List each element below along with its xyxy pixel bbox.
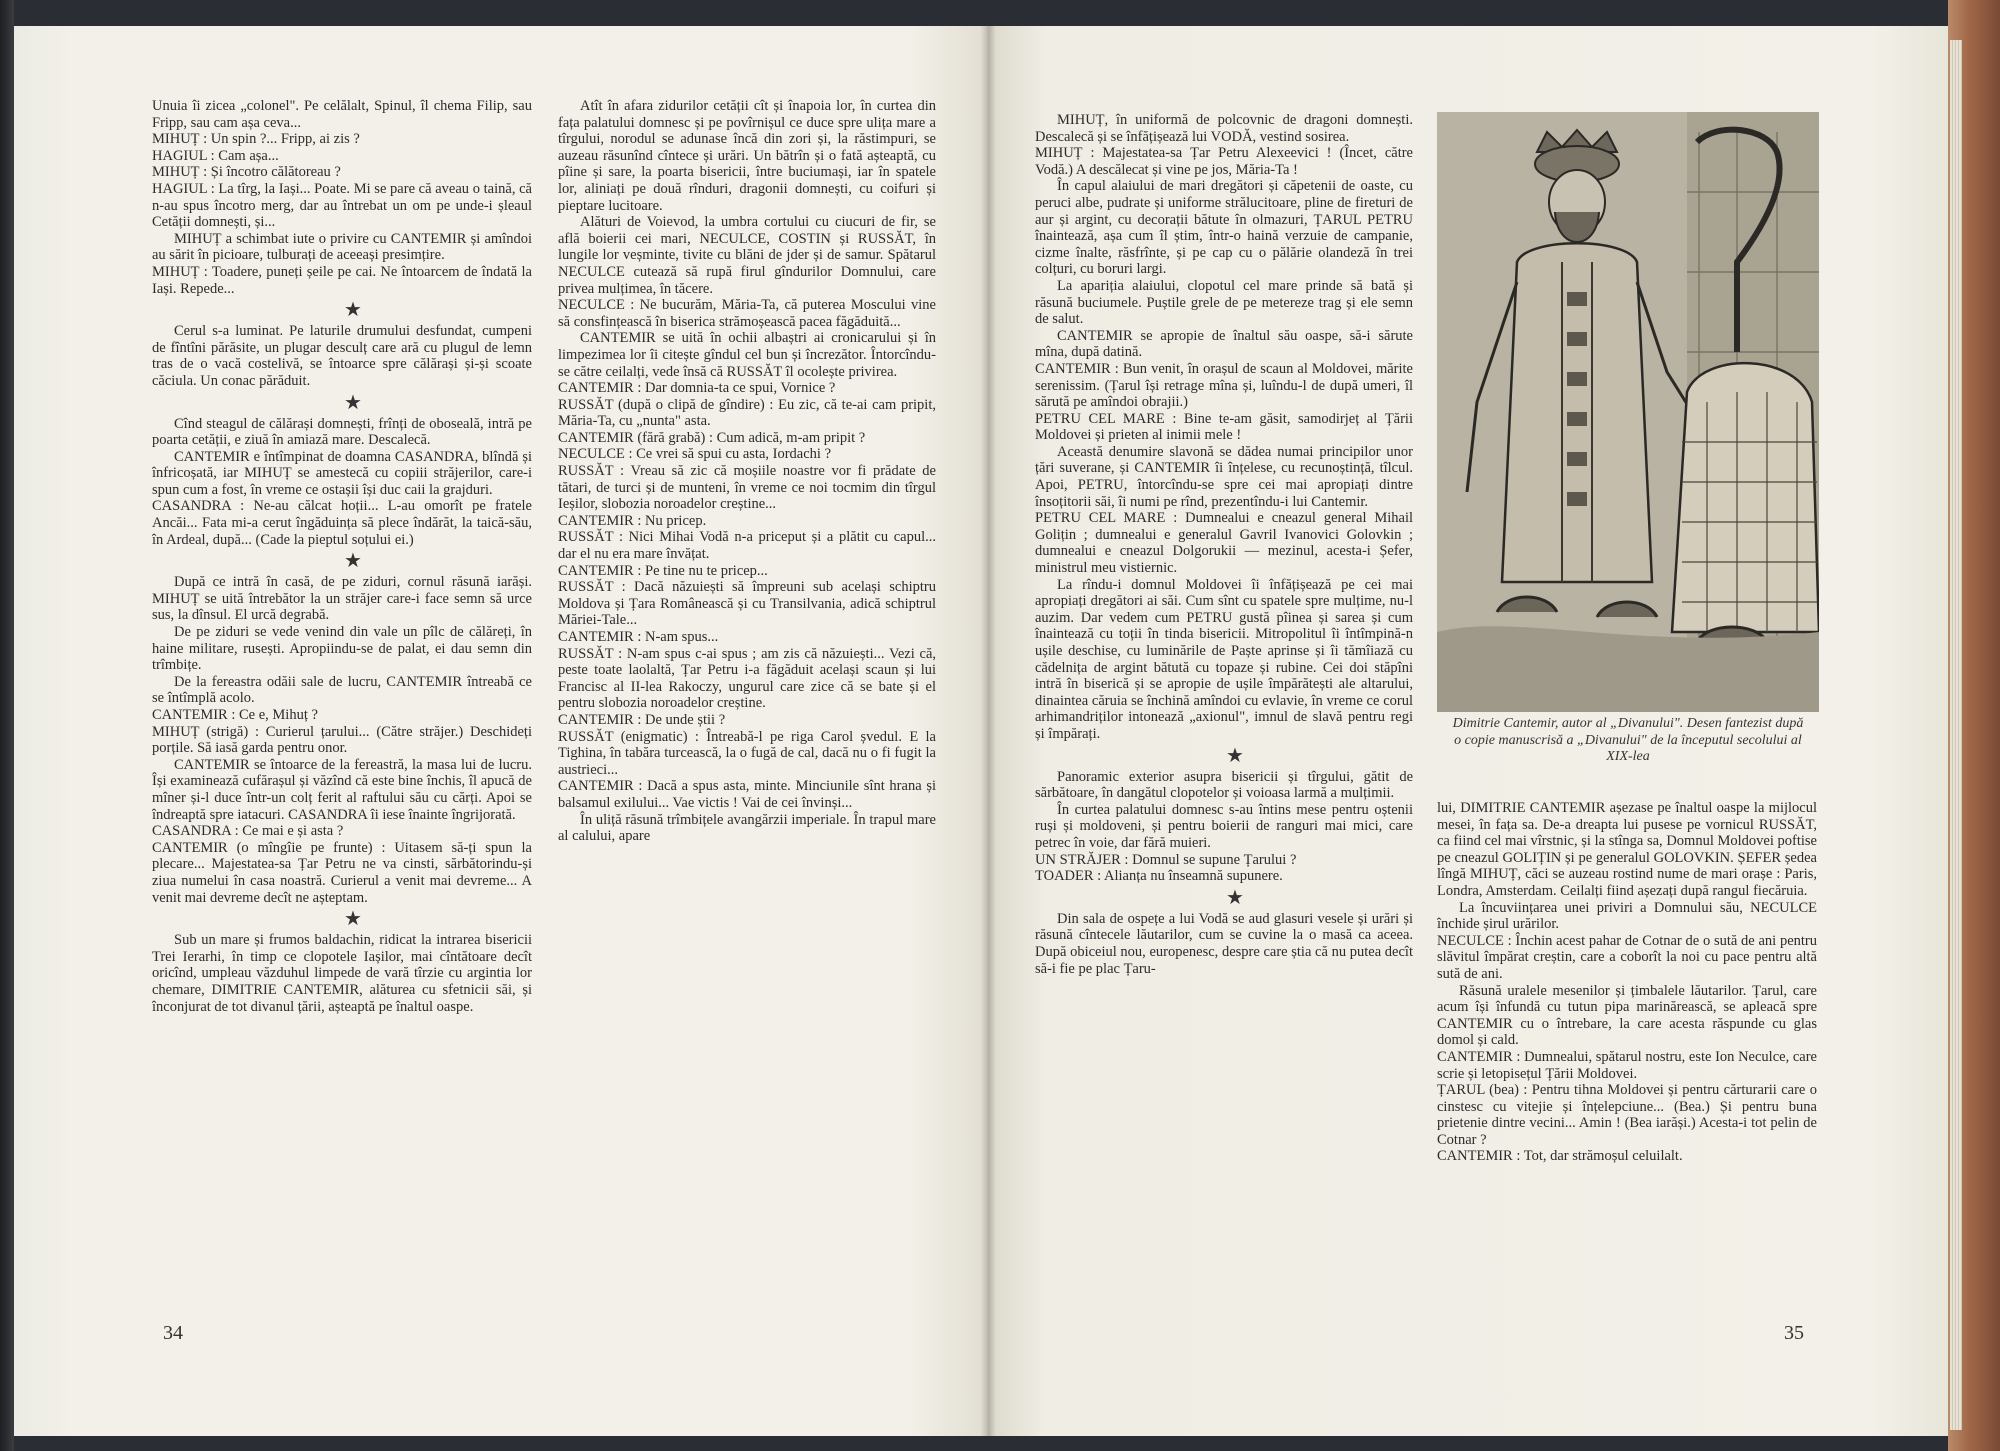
dialogue-line: CASANDRA : Ce mai e și asta ? xyxy=(152,823,344,840)
dialogue-line: PETRU CEL MARE : Bine te-am găsit, samodirjeț al Țării Moldovei și prieten al inimii mele ! xyxy=(1035,410,1413,444)
dialogue-line: CANTEMIR : Pe tine nu te pricep... xyxy=(558,562,768,579)
dialogue-line: CANTEMIR : Nu pricep. xyxy=(558,512,707,529)
dialogue-line: TOADER : Alianța nu înseamnă supunere. xyxy=(1035,868,1283,885)
body-paragraph: Panoramic exterior asupra bisericii și tîrgului, gătit de sărbătoare, în dangătul clopotelor și voioasa larmă a mulțimii. xyxy=(1035,768,1413,802)
dialogue-line: MIHUȚ : Majestatea-sa Țar Petru Alexeevici ! (Încet, către Vodă.) A descălecat și vine pe jos, Măria-Ta ! xyxy=(1035,145,1413,178)
body-paragraph: CANTEMIR e întîmpinat de doamna CASANDRA, blîndă și înfricoșată, iar MIHUȚ se amestecă cu copiii străjerilor, care-i spun cum a fost, în vreme ce ostașii își duc caii la grajduri. xyxy=(152,448,532,498)
section-divider-star: ★ xyxy=(344,391,362,414)
book-binding-left xyxy=(0,0,14,1451)
body-paragraph: Atît în afara zidurilor cetății cît și înapoia lor, în curtea din fața palatului domnesc și pe povîrnișul ce duce spre ulița mare a tîrgului, norodul se adunase încă din zori și, la răstimpuri, se auzeau răsunînd cîntece și urări. Un bătrîn și o fată așteaptă, cu pîine și sare, la poarta bisericii, între buciumași, iar în spatele lor, aliniați pe două rînduri, dragonii domnești, cu coifuri și pieptare lucitoare. xyxy=(558,98,936,214)
dialogue-line: MIHUȚ (strigă) : Curierul țarului... (Către străjer.) Deschideți porțile. Să iasă garda pentru onor. xyxy=(152,723,532,757)
body-paragraph: După ce intră în casă, de pe ziduri, cornul răsună iarăși. MIHUȚ se uită întrebător la un străjer care-i face semn să urce sus, la dînsul. El urcă degrabă. xyxy=(152,574,532,624)
dialogue-line: Unuia îi zicea „colonel". Pe celălalt, Spinul, îl chema Filip, sau Fripp, sau cam așa ceva... xyxy=(152,98,532,131)
dialogue-line: CANTEMIR : Dumnealui, spătarul nostru, este Ion Neculce, care scrie și letopisețul Țării Moldovei. xyxy=(1437,1048,1817,1082)
left-page-column-1 xyxy=(152,98,532,1298)
dialogue-line: CANTEMIR : Tot, dar strămoșul celuilalt. xyxy=(1437,1148,1683,1165)
body-paragraph: Cerul s-a luminat. Pe laturile drumului desfundat, cumpeni de fîntîni părăsite, un plugar desculț care ară cu plugul de lemn tras de o vacă costelivă, se întoarce spre călărași și-și scoate căciula. Un conac părăduit. xyxy=(152,323,532,389)
page-number-right: 35 xyxy=(1784,1322,1804,1344)
section-divider-star: ★ xyxy=(344,299,362,322)
dialogue-line: RUSSĂT : Nici Mihai Vodă n-a priceput și a plătit cu capul... dar el nu era mare învățat. xyxy=(558,529,936,563)
cantemir-illustration xyxy=(1437,112,1819,712)
dialogue-line: RUSSĂT (enigmatic) : Întreabă-l pe riga Carol șvedul. E la Tighina, în tabăra turcească, la o fugă de cal, dacă nu o fi fugit la austrieci... xyxy=(558,728,936,778)
page-number-left: 34 xyxy=(163,1322,183,1344)
dialogue-line: MIHUȚ : Și încotro călătoreau ? xyxy=(152,164,341,181)
body-paragraph: În curtea palatului domnesc s-au întins mese pentru oștenii ruși și moldoveni, și pentru boierii de ranguri mai mici, care petrec în voie, dar fără muieri. xyxy=(1035,801,1413,851)
dialogue-line: RUSSĂT (după o clipă de gîndire) : Eu zic, că te-ai cam pripit, Măria-Ta, cu „nunta" asta. xyxy=(558,396,936,430)
dialogue-line: CANTEMIR (o mîngîie pe frunte) : Uitasem să-ți spun la plecare... Majestatea-sa Țar Petru ne va cinsti, sărbătorindu-și ziua numelui în casa noastră. Curierul a venit mai devreme... A venit mai devreme decît ne așteptam. xyxy=(152,839,532,906)
dialogue-line: UN STRĂJER : Domnul se supune Țarului ? xyxy=(1035,851,1297,868)
body-paragraph: MIHUȚ, în uniformă de polcovnic de dragoni domnești. Descalecă și se înfățișează lui VODĂ, vestind sosirea. xyxy=(1035,112,1413,145)
cantemir-drawing xyxy=(1437,112,1819,712)
dialogue-line: HAGIUL : La tîrg, la Iași... Poate. Mi se pare că aveau o taină, că n-au spus încotro merg, dar au întrebat un om pe unde-i șleaul Cetății domnești, și... xyxy=(152,180,532,231)
dialogue-line: ȚARUL (bea) : Pentru tihna Moldovei și pentru cărturarii care o cinstesc cu vitejie și înțelepciune... (Bea.) Și pentru buna prietenie dintre vecini... Amin ! (Bea iarăși.) Acesta-i tot pelin de Cotnar ? xyxy=(1437,1082,1817,1148)
body-paragraph: În capul alaiului de mari dregători și căpetenii de oaste, cu peruci albe, pudrate și uniforme strălucitoare, pline de fireturi de aur și argint, cu decorații bătute în olmazuri, ȚARUL PETRU înaintează, așa cum îl știm, într-o haină verzuie de campanie, cizme înalte, răsfrînte, și pe cap cu o pălărie olandeză în trei colțuri, cu boruri largi. xyxy=(1035,178,1413,278)
body-paragraph: La rîndu-i domnul Moldovei îi înfățișează pe cei mai apropiați dregători ai săi. Cum sînt cu spatele spre mulțime, nu-l auzim. Dar vedem cum PETRU gustă pîinea și sarea și cum înaintează cu toții în tinda bisericii. Mitropolitul îi întîmpină-n ușile deschise, cu luminările de Paște aprinse și îi tămîiază cu cădelnița de argint bătută cu topaze și rubine. Cei doi stăpîni intră în biserică și se apropie de ușile împărătești ale altarului, dinaintea căruia se închină amîndoi cu evlavie, în vreme ce corul arhimandriților intonează „axionul", imnul de slavă pentru regi și împărați. xyxy=(1035,576,1413,742)
dialogue-line: MIHUȚ : Toadere, puneți șeile pe cai. Ne întoarcem de îndată la Iași. Repede... xyxy=(152,263,532,297)
section-divider-star: ★ xyxy=(344,550,362,573)
dialogue-line: RUSSĂT : N-am spus c-ai spus ; am zis că năzuiești... Vezi că, peste toate laolaltă, Țar Petru i-a făgăduit același scaun și lui Francisc al II-lea Rakoczy, ungurul care zice că se bate și el pentru slobozia noroadelor creștine. xyxy=(558,645,936,712)
body-paragraph: Din sala de ospețe a lui Vodă se aud glasuri vesele și urări și răsună cîntecele lăutarilor, cum se cuvine la o masă ca aceea. După obiceiul nou, europenesc, despre care știa că nu putea decît să-i fie pe plac Țaru- xyxy=(1035,910,1413,977)
section-divider-star: ★ xyxy=(1226,744,1244,767)
dialogue-line: lui, DIMITRIE CANTEMIR așezase pe înaltul oaspe la mijlocul mesei, în fața sa. De-a dreapta lui pusese pe vornicul RUSSĂT, ca fiind cel mai vîrstnic, și la stînga sa, Domnul Moldovei poftise pe cneazul GOLIȚIN și pe generalul GOLOVKIN. ȘEFER ședea lîngă MIHUȚ, căci se auzeau rostind nume de mari orașe : Paris, Londra, Amsterdam. Ceilalți fiind așezați după rangul fiecăruia. xyxy=(1437,800,1817,899)
body-paragraph: De pe ziduri se vede venind din vale un pîlc de călăreți, în haine militare, rusești. Apropiindu-se de palat, ei dau semn din trîmbițe. xyxy=(152,624,532,674)
dialogue-line: MIHUȚ : Un spin ?... Fripp, ai zis ? xyxy=(152,131,360,148)
body-paragraph: La încuviințarea unei priviri a Domnului său, NECULCE închide șirul urărilor. xyxy=(1437,899,1817,933)
body-paragraph: Sub un mare și frumos baldachin, ridicat la intrarea bisericii Trei Ierarhi, în timp ce clopotele Iașilor, mai cîntătoare decît oricînd, umpleau văzduhul limpede de vară tîrzie cu argintia lor chemare, DIMITRIE CANTEMIR, alăturea cu sfetnicii săi, și înconjurat de tot divanul țării, așteaptă pe înaltul oaspe. xyxy=(152,932,532,1015)
dialogue-line: CANTEMIR : N-am spus... xyxy=(558,629,719,645)
body-paragraph: De la fereastra odăii sale de lucru, CANTEMIR întreabă ce se întîmplă acolo. xyxy=(152,673,532,707)
dialogue-line: RUSSĂT : Vreau să zic că moșiile noastre vor fi prădate de tătari, de turci și de munteni, în vreme ce noi tocmim din tîrgul Ieșilor, slobozia noroadelor creștine... xyxy=(558,463,936,513)
body-paragraph: Cînd steagul de călărași domnești, frînți de oboseală, intră pe poarta cetății, e ziuă în amiază mare. Descalecă. xyxy=(152,415,532,449)
dialogue-line: CANTEMIR (fără grabă) : Cum adică, m-am pripit ? xyxy=(558,429,866,446)
section-divider-star: ★ xyxy=(1226,886,1244,909)
body-paragraph: La apariția alaiului, clopotul cel mare prinde să bată și răsună buciumele. Puștile grele de pe metereze trag și ele semn de salut. xyxy=(1035,277,1413,328)
dialogue-line: NECULCE : Ce vrei să spui cu asta, Iordachi ? xyxy=(558,446,832,463)
body-paragraph: MIHUȚ a schimbat iute o privire cu CANTEMIR și amîndoi au sărit în picioare, tulburați de aceeași presimțire. xyxy=(152,230,532,264)
book-gutter xyxy=(980,26,996,1436)
body-paragraph: În uliță răsună trîmbițele avangărzii imperiale. În trapul mare al calului, apare xyxy=(558,811,936,845)
page-stack-edge xyxy=(1950,40,1962,1430)
body-paragraph: Alături de Voievod, la umbra cortului cu ciucuri de fir, se află boierii cei mari, NECULCE, COSTIN și RUSSĂT, în lungile lor veșminte, tivite cu blăni de jder și de samur. Spătarul NECULCE cutează să rupă firul gîndurilor Domnului, care privea mulțimea, în tăcere. xyxy=(558,214,936,297)
section-divider-star: ★ xyxy=(344,908,362,931)
dialogue-line: CANTEMIR : Dacă a spus asta, minte. Minciunile sînt hrana și balsamul exilului... Vae victis ! Vai de cei învinși... xyxy=(558,778,936,811)
right-page-column-1 xyxy=(1035,112,1413,1312)
body-paragraph: CANTEMIR se întoarce de la fereastră, la masa lui de lucru. Își examinează cufărașul și văzînd că este bine închis, îl apucă de mîner și-l duce într-un colț ferit al raftului său cu cărți. Apoi se îndreaptă spre iatacuri. CASANDRA îi iese înainte îngrijorată. xyxy=(152,756,532,823)
dialogue-line: CANTEMIR : De unde știi ? xyxy=(558,711,726,728)
dialogue-line: PETRU CEL MARE : Dumnealui e cneazul general Mihail Golițin ; dumnealui e generalul Gavril Ivanovici Golovkin ; dumnealui e cneazul Dolgorukii — mezinul, acesta-i Șefer, ministrul meu vistiernic. xyxy=(1035,510,1413,577)
book-binding-right xyxy=(1948,0,2000,1451)
dialogue-line: HAGIUL : Cam așa... xyxy=(152,147,279,164)
dialogue-line: CASANDRA : Ne-au călcat hoții... L-au omorît pe fratele Ancăi... Fata mi-a cerut îngăduința să plece îndărăt, la taică-său, în Ardeal, după... (Cade la pieptul soțului ei.) xyxy=(152,498,532,548)
dialogue-line: CANTEMIR : Bun venit, în orașul de scaun al Moldovei, mărite serenissim. (Țarul își retrage mîna și, luîndu-l de după umeri, îl sărută pe amîndoi obrajii.) xyxy=(1035,360,1413,411)
left-page-column-2 xyxy=(558,98,936,1298)
dialogue-line: CANTEMIR : Dar domnia-ta ce spui, Vornice ? xyxy=(558,380,836,397)
dialogue-line: NECULCE : Ne bucurăm, Măria-Ta, că puterea Moscului vine să consfințească în biserica strămoșească pacea făgăduită... xyxy=(558,297,936,330)
dialogue-line: RUSSĂT : Dacă năzuiești să împreuni sub același schiptru Moldova și Țara Românească și cu Transilvania, adică schiptrul Măriei-Tale... xyxy=(558,579,936,629)
body-paragraph: CANTEMIR se uită în ochii albaștri ai cronicarului și în limpezimea lor îi citește gîndul cel bun și încrezător. Întorcîndu-se către ceilalți, vede însă că RUSSĂT îl ocolește privirea. xyxy=(558,330,936,380)
figure-caption: Dimitrie Cantemir, autor al „Divanului". Desen fantezist după o copie manuscrisă a „Divanului" de la începutul secolului al XIX-lea xyxy=(1452,716,1804,764)
dialogue-line: NECULCE : Închin acest pahar de Cotnar de o sută de ani pentru slăvitul împărat creștin, care a coborît la noi cu pace pentru altă sută de ani. xyxy=(1437,932,1817,982)
body-paragraph: Răsună uralele mesenilor și țimbalele lăutarilor. Țarul, care acum își înfundă cu tutun pipa marinărească, se apleacă spre CANTEMIR cu o întrebare, la care acesta răspunde cu glas domol și cald. xyxy=(1437,982,1817,1049)
body-paragraph: Această denumire slavonă se dădea numai principilor unor țări suverane, și CANTEMIR îi înțelese, cu recunoștință, tîlcul. Apoi, PETRU, întorcîndu-se spre cei mai apropiați dintre însoțitorii săi, îi numi pe rînd, prezentîndu-i lui Cantemir. xyxy=(1035,443,1413,510)
body-paragraph: CANTEMIR se apropie de înaltul său oaspe, să-i sărute mîna, după datină. xyxy=(1035,327,1413,361)
right-page-column-2 xyxy=(1437,800,1817,1310)
dialogue-line: CANTEMIR : Ce e, Mihuț ? xyxy=(152,707,318,723)
